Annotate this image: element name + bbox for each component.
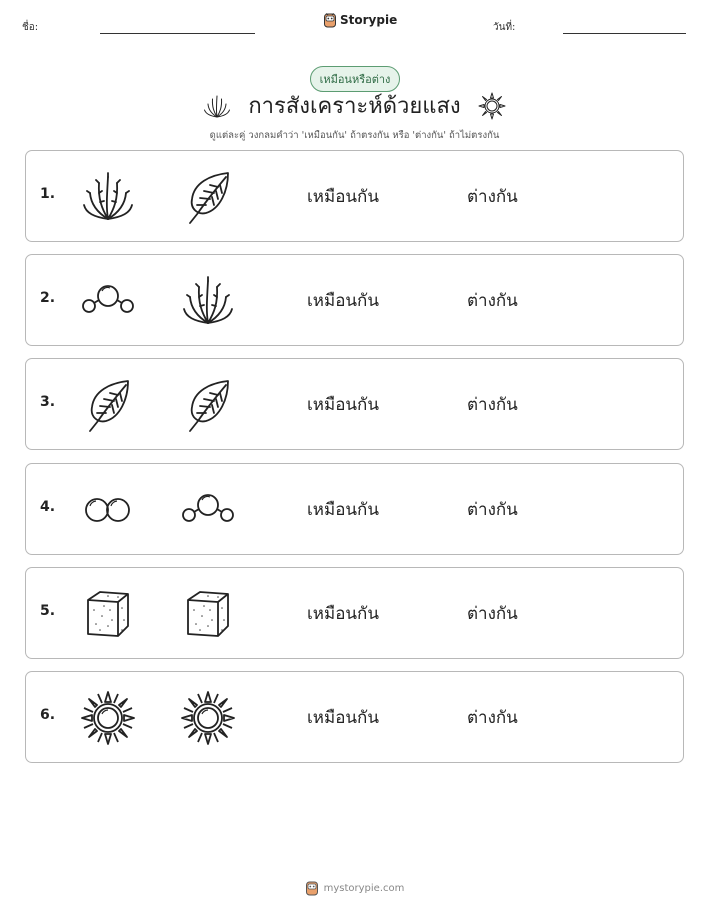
worksheet-type-badge: เหมือนหรือต่าง xyxy=(310,66,400,92)
brand-logo xyxy=(323,12,397,28)
footer-site: mystorypie.com xyxy=(323,882,405,894)
leaf-icon xyxy=(180,169,236,225)
question-number: 1. xyxy=(40,186,56,202)
option-same[interactable]: เหมือนกัน xyxy=(307,604,379,624)
option-same[interactable]: เหมือนกัน xyxy=(307,395,379,415)
storypie-mascot-icon xyxy=(305,880,319,896)
sun-icon xyxy=(478,92,506,124)
footer xyxy=(0,880,709,896)
two-bubbles-icon xyxy=(80,482,136,538)
question-number: 3. xyxy=(40,394,56,410)
option-same[interactable]: เหมือนกัน xyxy=(307,500,379,520)
option-same[interactable]: เหมือนกัน xyxy=(307,291,379,311)
sun-icon xyxy=(180,690,236,746)
option-same[interactable]: เหมือนกัน xyxy=(307,187,379,207)
sun-icon xyxy=(80,690,136,746)
date-label: วันที่: xyxy=(493,22,516,33)
storypie-mascot-icon xyxy=(323,12,337,28)
question-row xyxy=(25,567,684,659)
option-different[interactable]: ต่างกัน xyxy=(467,395,518,415)
sugar-cube-icon xyxy=(80,586,136,642)
option-same[interactable]: เหมือนกัน xyxy=(307,708,379,728)
option-different[interactable]: ต่างกัน xyxy=(467,604,518,624)
instructions-text: ดูแต่ละคู่ วงกลมคำว่า 'เหมือนกัน' ถ้าตรงกัน หรือ 'ต่างกัน' ถ้าไม่ตรงกัน xyxy=(209,130,500,141)
option-different[interactable]: ต่างกัน xyxy=(467,187,518,207)
question-number: 2. xyxy=(40,290,56,306)
date-field-line[interactable] xyxy=(563,33,686,34)
brand-name: Storypie xyxy=(340,13,398,27)
seaweed-icon xyxy=(180,273,236,329)
question-number: 6. xyxy=(40,707,56,723)
question-row xyxy=(25,254,684,346)
question-number: 5. xyxy=(40,603,56,619)
page-title: การสังเคราะห์ด้วยแสง xyxy=(248,94,461,119)
sugar-cube-icon xyxy=(180,586,236,642)
question-row xyxy=(25,671,684,763)
question-row xyxy=(25,463,684,555)
question-row xyxy=(25,358,684,450)
question-row xyxy=(25,150,684,242)
leaf-icon xyxy=(180,377,236,433)
name-field-line[interactable] xyxy=(100,33,255,34)
name-label: ชื่อ: xyxy=(22,22,39,33)
molecule-icon xyxy=(80,273,136,329)
option-different[interactable]: ต่างกัน xyxy=(467,500,518,520)
molecule-icon xyxy=(180,482,236,538)
leaf-icon xyxy=(80,377,136,433)
seaweed-icon xyxy=(80,169,136,225)
question-number: 4. xyxy=(40,499,56,515)
option-different[interactable]: ต่างกัน xyxy=(467,291,518,311)
option-different[interactable]: ต่างกัน xyxy=(467,708,518,728)
